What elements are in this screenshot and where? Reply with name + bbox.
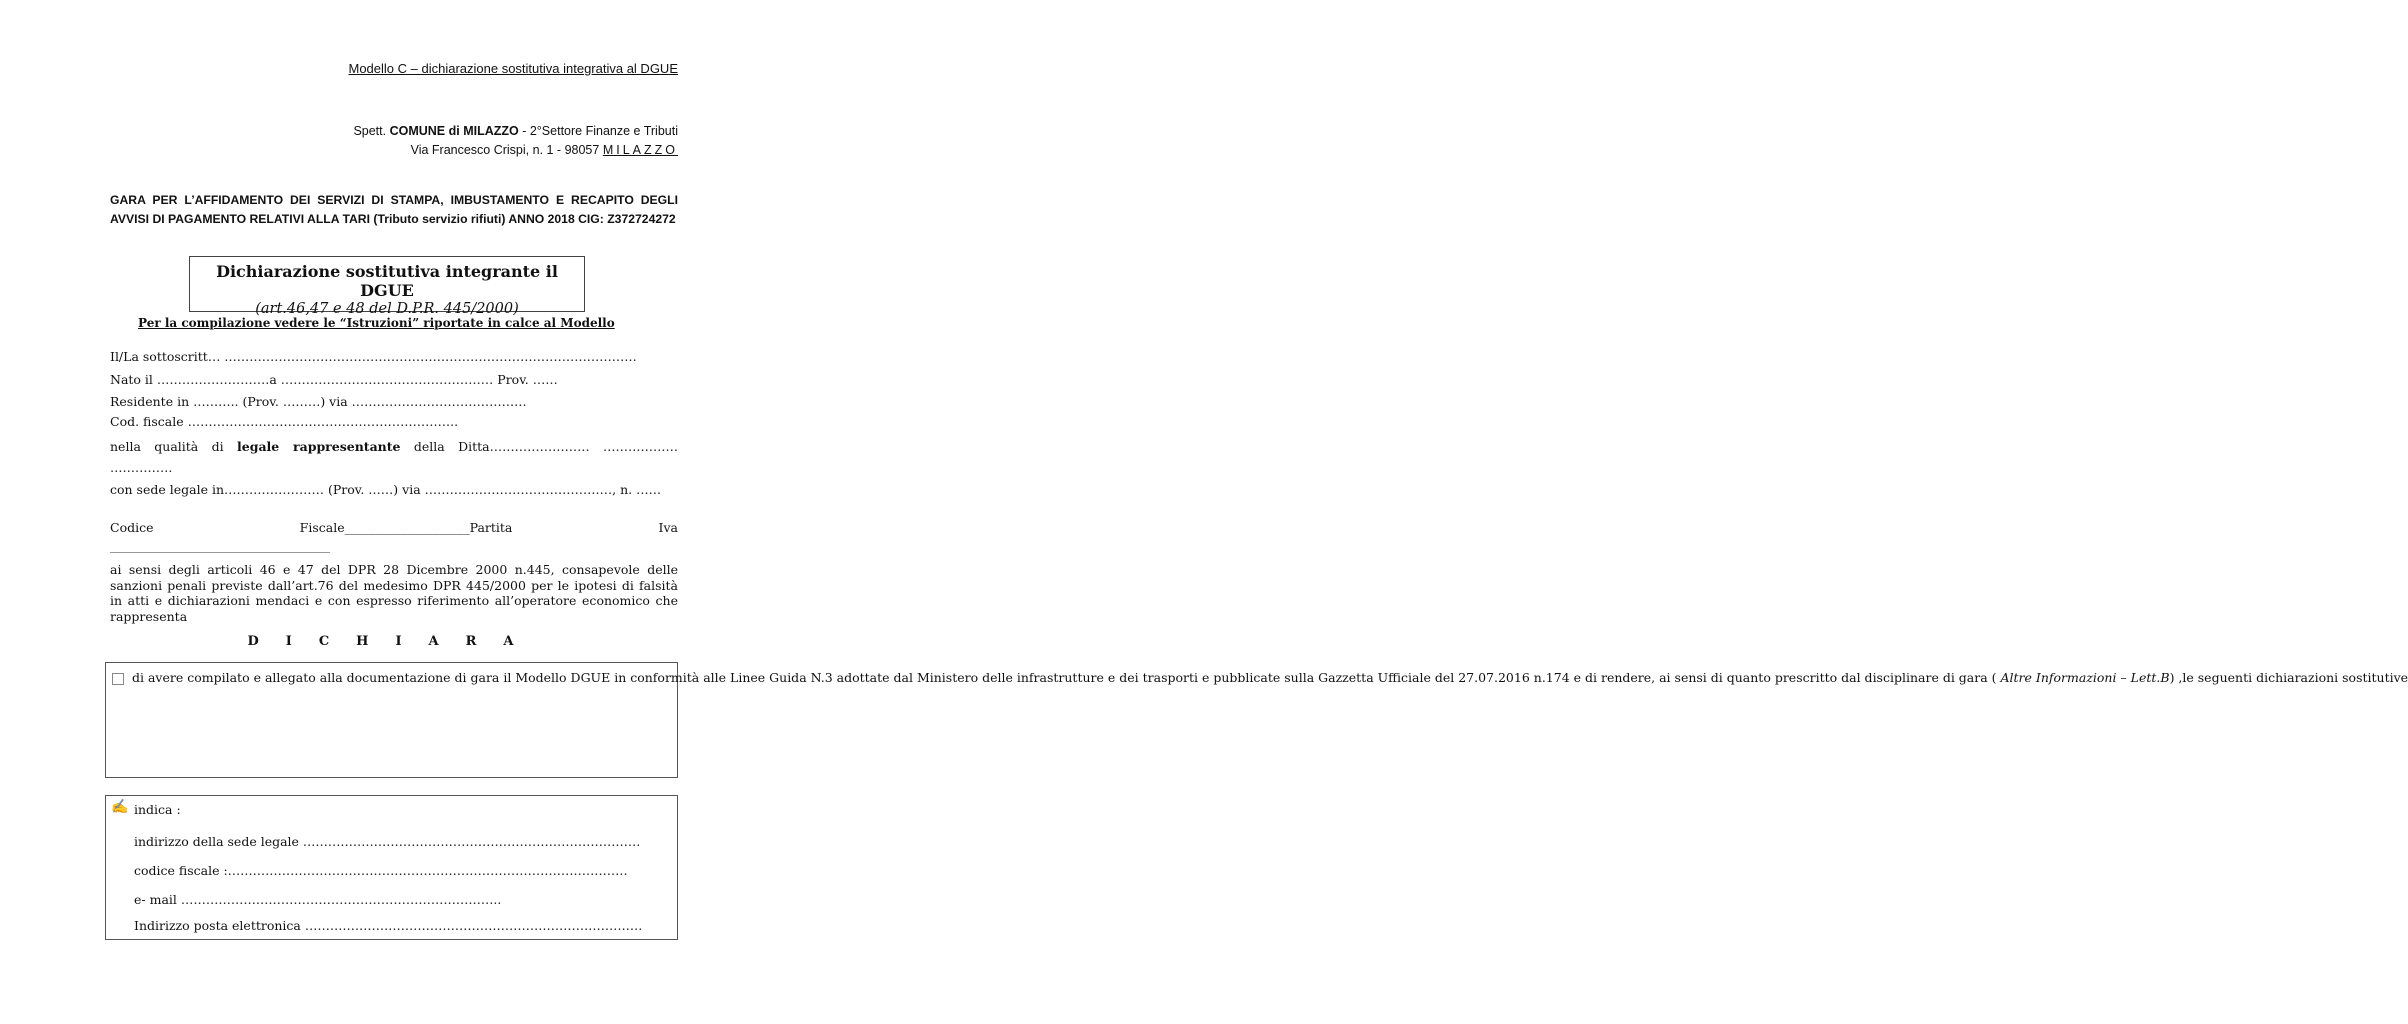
addressee-street: Via Francesco Crispi, n. 1 - 98057 xyxy=(410,143,600,157)
declaration-item-box xyxy=(105,662,2408,778)
residence-field[interactable]: Residente in ……….. (Prov. ………) via …………………………………… xyxy=(110,394,527,409)
declaration-item-text-end: ) ,le seguenti dichiarazioni sostitutive xyxy=(2169,670,2408,685)
capacity-prefix: nella qualità di xyxy=(110,439,238,454)
declaration-title-box xyxy=(189,256,585,317)
certified-email-field[interactable]: Indirizzo posta elettronica ……………………………………………………………………… xyxy=(134,918,643,933)
addressee-address xyxy=(411,143,678,157)
fiscal-code-label: Codice xyxy=(110,520,154,535)
indica-box xyxy=(105,795,678,940)
declaration-checkbox[interactable] xyxy=(112,673,124,685)
capacity-field[interactable] xyxy=(110,436,678,478)
addressee-prefix: Spett. xyxy=(353,124,387,138)
declaration-subtitle: (art.46,47 e 48 del D.P.R. 445/2000) xyxy=(255,301,519,317)
instructions-note: Per la compilazione vedere le “Istruzioni” riportate in calce al Modello xyxy=(138,316,615,330)
declaration-item-text-main: di avere compilato e allegato alla documentazione di gara il Modello DGUE in conformità alle Linee Guida N.3 adottate dal Ministero delle infrastrutture e dei trasporti e pubblicate sulla Gazzetta Ufficiale del 27.07.2016 n.174 e di rendere, ai sensi di quanto prescritto dal disciplinare di gara ( xyxy=(132,670,2001,685)
model-title: Modello C – dichiarazione sostitutiva integrativa al DGUE xyxy=(348,61,678,76)
pointing-hand-icon: ✍ xyxy=(111,799,129,815)
capacity-role: legale rappresentante xyxy=(237,439,401,454)
addressee-line xyxy=(353,124,678,138)
vat-line[interactable]: ________________________________________ xyxy=(110,540,330,553)
declaration-title: Dichiarazione sostitutiva integrante il DGUE xyxy=(216,262,558,300)
addressee-name: COMUNE di MILAZZO xyxy=(389,124,519,138)
declaration-item-ref: Altre Informazioni – Lett.B xyxy=(2000,670,2170,685)
tender-title: GARA PER L’AFFIDAMENTO DEI SERVIZI DI STAMPA, IMBUSTAMENTO E RECAPITO DEGLI AVVISI DI PAGAMENTO RELATIVI ALLA TARI (Tributo servizio rifiuti) ANNO 2018 CIG: Z372724272 xyxy=(110,193,678,226)
tax-code-field[interactable]: Cod. fiscale ……………………………………………………….. xyxy=(110,414,459,429)
capacity-suffix: della Ditta…………………… ……………… …………… xyxy=(110,439,678,475)
fiscal-code-field[interactable]: codice fiscale :…………………………………………………………………………………… xyxy=(134,863,628,878)
signer-field[interactable]: Il/La sottoscritt… ……………………………………………………………………………………… xyxy=(110,349,637,364)
fiscal-vat-label[interactable]: Fiscale____________________Partita xyxy=(299,520,513,535)
legal-text: ai sensi degli articoli 46 e 47 del DPR 28 Dicembre 2000 n.445, consapevole delle sanzioni penali previste dall’art.76 del medesimo DPR 445/2000 per le ipotesi di falsità in atti e dichiarazioni mendaci e con espresso riferimento all’operatore economico che rappresenta xyxy=(110,562,678,624)
declaration-item-text xyxy=(132,669,2408,687)
addressee-city: MILAZZO xyxy=(602,143,678,157)
birth-field[interactable]: Nato il ………………………a …………………………………………… Prov. …… xyxy=(110,372,558,387)
email-field[interactable]: e- mail ………………………………………………………………….. xyxy=(134,892,502,907)
fiscal-row xyxy=(110,520,678,535)
addressee-dept: - 2°Settore Finanze e Tributi xyxy=(518,124,678,138)
declares-heading: DICHIARA xyxy=(247,634,541,649)
indica-label: indica : xyxy=(134,802,181,817)
legal-address-field[interactable]: indirizzo della sede legale ……………………………………………………………………… xyxy=(134,834,641,849)
vat-label: Iva xyxy=(658,520,678,535)
seat-field[interactable]: con sede legale in…………………… (Prov. ……) via ………………………………………, n. …… xyxy=(110,482,662,497)
